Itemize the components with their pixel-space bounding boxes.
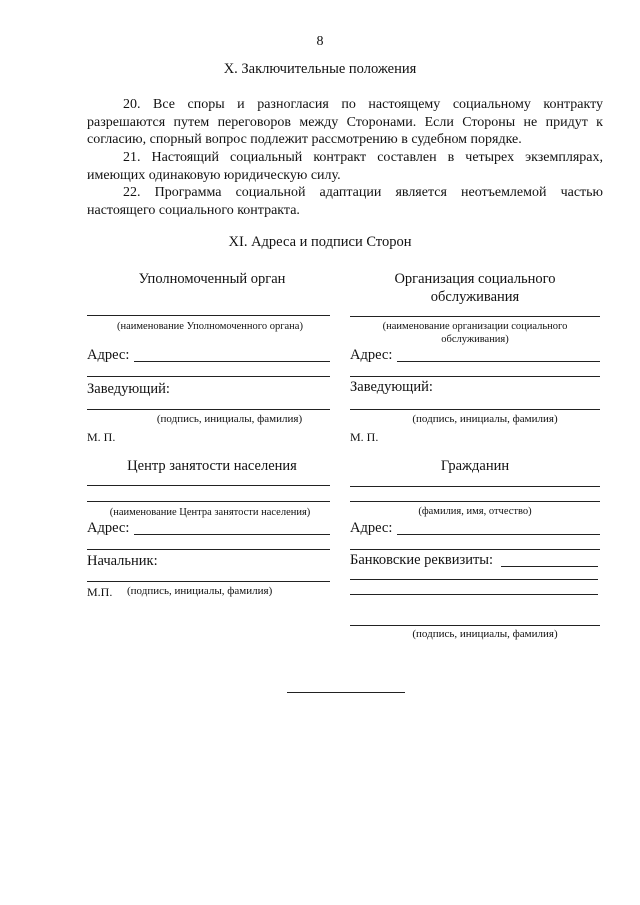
citizen-address-field[interactable] bbox=[397, 534, 600, 535]
citizen-bank-line-3[interactable] bbox=[350, 594, 598, 595]
service-org-address-line-2[interactable] bbox=[350, 376, 600, 377]
service-org-title-line-2: обслуживания bbox=[430, 289, 520, 305]
employment-center-sign-caption: (подпись, инициалы, фамилия) bbox=[127, 585, 273, 597]
authority-name-caption: (наименование Уполномоченного органа) bbox=[117, 321, 303, 332]
employment-center-address-field[interactable] bbox=[134, 534, 330, 535]
authority-head-label: Заведующий: bbox=[87, 381, 170, 397]
service-org-head-label: Заведующий: bbox=[350, 379, 433, 395]
employment-center-name-caption: (наименование Центра занятости населения) bbox=[109, 507, 311, 518]
service-org-name-caption-line-1: (наименование организации социального bbox=[382, 321, 568, 332]
citizen-address-line-2[interactable] bbox=[350, 549, 600, 550]
employment-center-seal: М.П. bbox=[87, 585, 113, 599]
citizen-bank-line-2[interactable] bbox=[350, 579, 598, 580]
citizen-title: Гражданин bbox=[440, 458, 510, 474]
section-10-title: X. Заключительные положения bbox=[223, 61, 417, 77]
service-org-name-caption bbox=[350, 320, 600, 346]
citizen-name-line-2[interactable] bbox=[350, 501, 600, 502]
authority-seal: М. П. bbox=[87, 430, 116, 444]
service-org-sign-line[interactable] bbox=[350, 409, 600, 410]
citizen-name-line-1[interactable] bbox=[350, 486, 600, 487]
authority-name-line[interactable] bbox=[87, 315, 330, 316]
service-org-title-line-1: Организация социального bbox=[394, 271, 556, 287]
citizen-bank-label: Банковские реквизиты: bbox=[350, 552, 494, 568]
employment-center-title: Центр занятости населения bbox=[127, 458, 297, 474]
authority-address-field[interactable] bbox=[134, 361, 330, 362]
citizen-sign-line[interactable] bbox=[350, 625, 600, 626]
service-org-name-line[interactable] bbox=[350, 316, 600, 317]
authority-title: Уполномоченный орган bbox=[138, 271, 286, 287]
authority-sign-caption: (подпись, инициалы, фамилия) bbox=[156, 413, 303, 425]
citizen-bank-field[interactable] bbox=[501, 566, 598, 567]
employment-center-address-label: Адрес: bbox=[87, 520, 130, 536]
employment-center-address-line-2[interactable] bbox=[87, 549, 330, 550]
employment-center-name-line-1[interactable] bbox=[87, 485, 330, 486]
service-org-address-field[interactable] bbox=[397, 361, 600, 362]
employment-center-sign-line[interactable] bbox=[87, 581, 330, 582]
footer-separator bbox=[287, 692, 405, 693]
section-11-title: XI. Адреса и подписи Сторон bbox=[228, 234, 412, 250]
authority-address-label: Адрес: bbox=[87, 347, 130, 363]
service-org-title bbox=[350, 270, 600, 306]
citizen-sign-caption: (подпись, инициалы, фамилия) bbox=[412, 628, 558, 640]
employment-center-name-line-2[interactable] bbox=[87, 501, 330, 502]
paragraph-21: 21. Настоящий социальный контракт составлен в четырех экземплярах, имеющих одинаковую юридическую силу. bbox=[87, 150, 603, 183]
citizen-name-caption: (фамилия, имя, отчество) bbox=[418, 506, 532, 517]
service-org-sign-caption: (подпись, инициалы, фамилия) bbox=[412, 413, 558, 425]
paragraph-20: 20. Все споры и разногласия по настоящему социальному контракту разрешаются путем переговоров между Сторонами. Если Стороны не придут к согласию, спорный вопрос подлежит рассмотрению в судебном порядке. bbox=[87, 97, 603, 147]
service-org-name-caption-line-2: обслуживания) bbox=[441, 334, 509, 345]
service-org-address-label: Адрес: bbox=[350, 347, 393, 363]
citizen-address-label: Адрес: bbox=[350, 520, 393, 536]
page-number: 8 bbox=[316, 34, 324, 49]
employment-center-head-label: Начальник: bbox=[87, 553, 158, 569]
service-org-seal: М. П. bbox=[350, 430, 379, 444]
authority-sign-line[interactable] bbox=[87, 409, 330, 410]
paragraph-22: 22. Программа социальной адаптации является неотъемлемой частью настоящего социального контракта. bbox=[87, 185, 603, 218]
authority-address-line-2[interactable] bbox=[87, 376, 330, 377]
